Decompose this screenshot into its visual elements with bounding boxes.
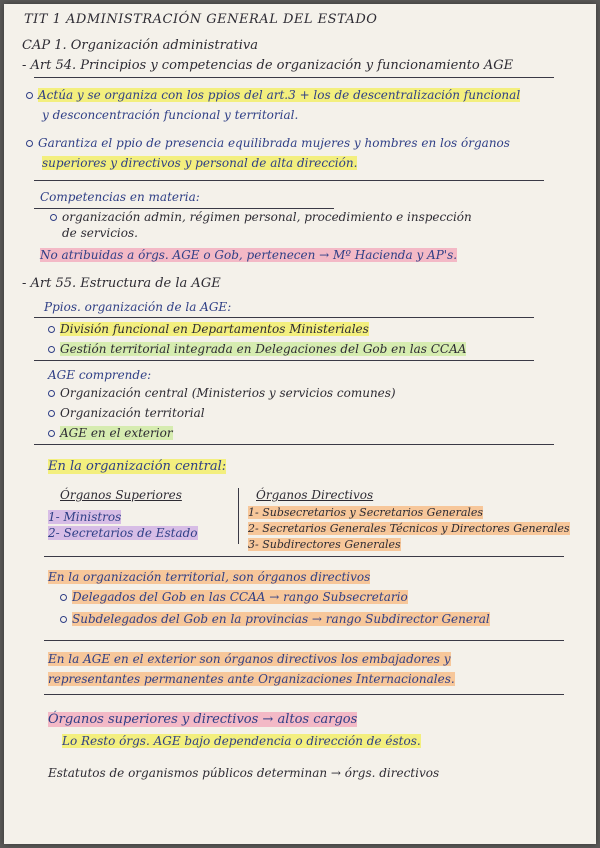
chapter-title: CAP 1. Organización administrativa [22, 38, 259, 53]
exterior-line-2-text: representantes permanentes ante Organizaciones Internacionales. [48, 672, 455, 686]
ppios-title: Ppios. organización de la AGE: [44, 300, 232, 314]
superior-item-2-text: 2- Secretarios de Estado [48, 526, 198, 540]
bullet-icon [60, 594, 67, 601]
comprende-title: AGE comprende: [48, 368, 152, 382]
central-title [48, 459, 226, 474]
directivo-item-3-text: 3- Subdirectores Generales [248, 538, 401, 551]
bullet-icon [26, 92, 33, 99]
no-atribuidas-line [40, 248, 457, 262]
comprende-2 [48, 406, 205, 420]
divider [34, 208, 334, 209]
divider [34, 444, 554, 445]
directivo-item-2-text: 2- Secretarios Generales Técnicos y Directores Generales [248, 522, 570, 535]
exterior-line-2 [48, 672, 455, 686]
bullet-icon [48, 410, 55, 417]
altos-cargos-line [48, 712, 357, 727]
art54-heading-text: - Art 54. Principios y competencias de organización y funcionamiento AGE [22, 58, 514, 73]
exterior-line-1-text: En la AGE en el exterior son órganos directivos los embajadores y [48, 652, 451, 666]
bullet-icon [48, 326, 55, 333]
resto-organos-line [62, 734, 421, 748]
resto-organos-text: Lo Resto órgs. AGE bajo dependencia o dirección de éstos. [62, 734, 421, 748]
divider [34, 77, 554, 78]
estatutos-line: Estatutos de organismos públicos determinan → órgs. directivos [48, 766, 440, 780]
art54-point-1b: y desconcentración funcional y territorial. [42, 108, 299, 122]
bullet-icon [48, 346, 55, 353]
directivo-item-2 [248, 522, 570, 535]
art54-point-2a [26, 136, 510, 150]
divider [44, 694, 564, 695]
bullet-icon [48, 430, 55, 437]
divider [34, 180, 544, 181]
art54-point-2a-text: Garantiza el ppio de presencia equilibrada mujeres y hombres en los órganos [38, 136, 510, 150]
superiores-header: Órganos Superiores [60, 488, 182, 502]
comprende-3-text: AGE en el exterior [60, 426, 173, 440]
superior-item-1-text: 1- Ministros [48, 510, 122, 524]
bullet-icon [50, 214, 57, 221]
comprende-2-text: Organización territorial [60, 406, 205, 420]
art54-point-2b-text: superiores y directivos y personal de alta dirección. [42, 156, 358, 170]
page-title: TIT 1 ADMINISTRACIÓN GENERAL DEL ESTADO [24, 12, 378, 27]
art54-point-1a [26, 88, 520, 102]
competencias-title: Competencias en materia: [40, 190, 200, 204]
territorial-2-text: Subdelegados del Gob en la provincias → rango Subdirector General [72, 612, 490, 626]
divider [34, 317, 534, 318]
bullet-icon [26, 140, 33, 147]
territorial-1 [60, 590, 408, 604]
territorial-title-text: En la organización territorial, son órganos directivos [48, 570, 371, 584]
divider [44, 556, 564, 557]
directivo-item-1 [248, 506, 483, 519]
notebook-page [4, 4, 596, 844]
art54-point-2b [42, 156, 357, 170]
ppio-1 [48, 322, 369, 336]
art54-point-1a-text: Actúa y se organiza con los ppios del art.3 + los de descentralización funcional [38, 88, 521, 102]
bullet-icon [60, 616, 67, 623]
altos-cargos-text: Órganos superiores y directivos → altos cargos [48, 712, 358, 727]
art54-heading [22, 58, 513, 73]
divider [34, 360, 534, 361]
territorial-2 [60, 612, 490, 626]
ppio-1-text: División funcional en Departamentos Ministeriales [60, 322, 369, 336]
no-atribuidas-text: No atribuidas a órgs. AGE o Gob, pertenecen → Mº Hacienda y AP's. [40, 248, 458, 262]
competencias-line-2: de servicios. [62, 226, 138, 240]
comprende-1 [48, 386, 396, 400]
superior-item-2 [48, 526, 198, 540]
art55-heading: - Art 55. Estructura de la AGE [22, 276, 221, 291]
comprende-3 [48, 426, 173, 440]
ppio-2-text: Gestión territorial integrada en Delegaciones del Gob en las CCAA [60, 342, 467, 356]
territorial-1-text: Delegados del Gob en las CCAA → rango Subsecretario [72, 590, 408, 604]
territorial-title [48, 570, 370, 584]
directivos-header: Órganos Directivos [256, 488, 374, 502]
competencias-line-1 [50, 210, 472, 224]
directivo-item-1-text: 1- Subsecretarios y Secretarios Generales [248, 506, 484, 519]
superior-item-1 [48, 510, 121, 524]
competencias-line-1-text: organización admin, régimen personal, procedimiento e inspección [62, 210, 472, 224]
central-title-text: En la organización central: [48, 459, 227, 474]
column-divider [238, 488, 239, 544]
divider [44, 640, 564, 641]
ppio-2 [48, 342, 466, 356]
bullet-icon [48, 390, 55, 397]
comprende-1-text: Organización central (Ministerios y servicios comunes) [60, 386, 396, 400]
directivo-item-3 [248, 538, 401, 551]
exterior-line-1 [48, 652, 451, 666]
